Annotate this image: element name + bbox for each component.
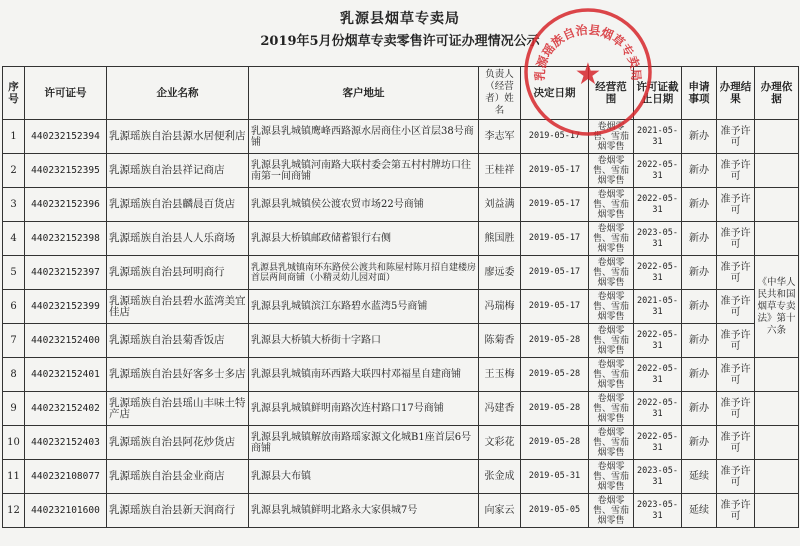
cell-name: 乳源瑶族自治县瑶山丰味土特产店 xyxy=(107,392,249,426)
cell-date: 2019-05-31 xyxy=(521,460,589,494)
col-header-result: 办理结果 xyxy=(717,67,755,120)
cell-address: 乳源县乳城镇南环东路侯公渡共和陈屋村陈月招自建楼房首层两间商铺（小精灵幼儿园对面） xyxy=(249,256,479,290)
cell-expiry: 2021-05-31 xyxy=(634,120,682,154)
cell-no: 8 xyxy=(3,358,25,392)
cell-result: 准予许可 xyxy=(717,392,755,426)
cell-name: 乳源瑶族自治县麟晨百货店 xyxy=(107,188,249,222)
cell-license: 440232152394 xyxy=(25,120,107,154)
cell-date: 2019-05-17 xyxy=(521,256,589,290)
cell-person: 文彩花 xyxy=(479,426,521,460)
cell-license: 440232108077 xyxy=(25,460,107,494)
table-row xyxy=(3,290,799,324)
cell-person: 陈菊香 xyxy=(479,324,521,358)
cell-item: 新办 xyxy=(682,222,717,256)
cell-item: 新办 xyxy=(682,290,717,324)
table-row xyxy=(3,358,799,392)
cell-address: 乳源县大布镇 xyxy=(249,460,479,494)
cell-result: 准予许可 xyxy=(717,290,755,324)
cell-scope: 卷烟零售、雪茄烟零售 xyxy=(589,154,634,188)
cell-address: 乳源县乳城镇滨江东路碧水蓝湾5号商铺 xyxy=(249,290,479,324)
cell-result: 准予许可 xyxy=(717,154,755,188)
cell-basis xyxy=(755,460,799,494)
cell-person: 刘益满 xyxy=(479,188,521,222)
cell-date: 2019-05-28 xyxy=(521,358,589,392)
cell-license: 440232152403 xyxy=(25,426,107,460)
cell-result: 准予许可 xyxy=(717,426,755,460)
cell-basis xyxy=(755,358,799,392)
col-header-item: 申请事项 xyxy=(682,67,717,120)
cell-expiry: 2022-05-31 xyxy=(634,392,682,426)
cell-license: 440232152396 xyxy=(25,188,107,222)
cell-scope: 卷烟零售、雪茄烟零售 xyxy=(589,120,634,154)
cell-date: 2019-05-28 xyxy=(521,324,589,358)
table-row xyxy=(3,256,799,290)
cell-license: 440232152398 xyxy=(25,222,107,256)
col-header-address: 客户地址 xyxy=(249,67,479,120)
cell-name: 乳源瑶族自治县新天润商行 xyxy=(107,494,249,528)
cell-date: 2019-05-28 xyxy=(521,426,589,460)
cell-person: 李志军 xyxy=(479,120,521,154)
cell-basis: 《中华人民共和国烟草专卖法》第十六条 xyxy=(755,256,799,358)
cell-name: 乳源瑶族自治县祥记商店 xyxy=(107,154,249,188)
cell-no: 6 xyxy=(3,290,25,324)
cell-name: 乳源瑶族自治县碧水蓝湾美宜佳店 xyxy=(107,290,249,324)
col-header-scope: 经营范围 xyxy=(589,67,634,120)
table-row xyxy=(3,188,799,222)
cell-result: 准予许可 xyxy=(717,222,755,256)
cell-item: 新办 xyxy=(682,120,717,154)
cell-expiry: 2022-05-31 xyxy=(634,188,682,222)
cell-license: 440232152401 xyxy=(25,358,107,392)
cell-person: 王玉梅 xyxy=(479,358,521,392)
cell-item: 新办 xyxy=(682,358,717,392)
cell-no: 5 xyxy=(3,256,25,290)
cell-basis xyxy=(755,120,799,154)
cell-item: 新办 xyxy=(682,392,717,426)
cell-item: 新办 xyxy=(682,188,717,222)
col-header-basis: 办理依据 xyxy=(755,67,799,120)
cell-basis xyxy=(755,494,799,528)
seal-arc-text: 乳源瑶族自治县烟草专卖局 xyxy=(532,22,644,82)
cell-date: 2019-05-17 xyxy=(521,290,589,324)
cell-no: 12 xyxy=(3,494,25,528)
cell-result: 准予许可 xyxy=(717,358,755,392)
table-row xyxy=(3,460,799,494)
table-row xyxy=(3,120,799,154)
col-header-name: 企业名称 xyxy=(107,67,249,120)
table-row xyxy=(3,426,799,460)
cell-name: 乳源瑶族自治县人人乐商场 xyxy=(107,222,249,256)
cell-no: 11 xyxy=(3,460,25,494)
cell-name: 乳源瑶族自治县金业商店 xyxy=(107,460,249,494)
cell-basis xyxy=(755,222,799,256)
cell-item: 新办 xyxy=(682,256,717,290)
cell-name: 乳源瑶族自治县菊香饭店 xyxy=(107,324,249,358)
seal-star-icon: ★ xyxy=(574,57,602,92)
cell-scope: 卷烟零售、雪茄烟零售 xyxy=(589,256,634,290)
table-row xyxy=(3,324,799,358)
table-row xyxy=(3,392,799,426)
cell-basis xyxy=(755,392,799,426)
cell-address: 乳源县大桥镇大桥街十字路口 xyxy=(249,324,479,358)
cell-result: 准予许可 xyxy=(717,188,755,222)
table-row xyxy=(3,222,799,256)
cell-expiry: 2021-05-31 xyxy=(634,290,682,324)
cell-no: 4 xyxy=(3,222,25,256)
cell-name: 乳源瑶族自治县好客多士多店 xyxy=(107,358,249,392)
license-table xyxy=(2,66,799,528)
cell-license: 440232152397 xyxy=(25,256,107,290)
col-header-no: 序号 xyxy=(3,67,25,120)
cell-basis xyxy=(755,426,799,460)
cell-license: 440232152395 xyxy=(25,154,107,188)
page-title: 乳源县烟草专卖局 xyxy=(340,11,460,27)
cell-address: 乳源县乳城镇鲜明南路次连村路口17号商铺 xyxy=(249,392,479,426)
cell-expiry: 2022-05-31 xyxy=(634,256,682,290)
cell-license: 440232152400 xyxy=(25,324,107,358)
table-row xyxy=(3,494,799,528)
cell-scope: 卷烟零售、雪茄烟零售 xyxy=(589,426,634,460)
cell-scope: 卷烟零售、雪茄烟零售 xyxy=(589,324,634,358)
cell-license: 440232152399 xyxy=(25,290,107,324)
cell-name: 乳源瑶族自治县源水居便利店 xyxy=(107,120,249,154)
cell-scope: 卷烟零售、雪茄烟零售 xyxy=(589,494,634,528)
cell-expiry: 2023-05-31 xyxy=(634,494,682,528)
cell-basis xyxy=(755,188,799,222)
cell-no: 2 xyxy=(3,154,25,188)
cell-no: 9 xyxy=(3,392,25,426)
cell-expiry: 2022-05-31 xyxy=(634,426,682,460)
cell-no: 10 xyxy=(3,426,25,460)
cell-address: 乳源县乳城镇鲜明北路永大家俱城7号 xyxy=(249,494,479,528)
cell-expiry: 2022-05-31 xyxy=(634,154,682,188)
col-header-person: 负责人（经营者）姓名 xyxy=(479,67,521,120)
col-header-license: 许可证号 xyxy=(25,67,107,120)
cell-scope: 卷烟零售、雪茄烟零售 xyxy=(589,392,634,426)
cell-date: 2019-05-05 xyxy=(521,494,589,528)
cell-person: 廖远委 xyxy=(479,256,521,290)
cell-address: 乳源县大桥镇邮政储蓄银行右侧 xyxy=(249,222,479,256)
cell-person: 王桂祥 xyxy=(479,154,521,188)
cell-item: 新办 xyxy=(682,324,717,358)
cell-result: 准予许可 xyxy=(717,324,755,358)
cell-no: 1 xyxy=(3,120,25,154)
col-header-date: 决定日期 xyxy=(521,67,589,120)
cell-date: 2019-05-17 xyxy=(521,154,589,188)
cell-name: 乳源瑶族自治县珂明商行 xyxy=(107,256,249,290)
cell-address: 乳源县乳城镇解放南路瑶家源文化城B1座首层6号商铺 xyxy=(249,426,479,460)
cell-result: 准予许可 xyxy=(717,494,755,528)
table-header-row xyxy=(3,67,799,120)
cell-result: 准予许可 xyxy=(717,256,755,290)
cell-scope: 卷烟零售、雪茄烟零售 xyxy=(589,290,634,324)
cell-person: 熊国胜 xyxy=(479,222,521,256)
cell-item: 延续 xyxy=(682,460,717,494)
col-header-expiry: 许可证截止日期 xyxy=(634,67,682,120)
cell-address: 乳源县乳城镇南环西路大联四村邓福星自建商铺 xyxy=(249,358,479,392)
cell-result: 准予许可 xyxy=(717,120,755,154)
cell-basis xyxy=(755,154,799,188)
cell-item: 新办 xyxy=(682,426,717,460)
cell-date: 2019-05-17 xyxy=(521,222,589,256)
cell-name: 乳源瑶族自治县阿花炒货店 xyxy=(107,426,249,460)
cell-address: 乳源县乳城镇侯公渡农贸市场22号商铺 xyxy=(249,188,479,222)
cell-scope: 卷烟零售、雪茄烟零售 xyxy=(589,460,634,494)
cell-date: 2019-05-28 xyxy=(521,392,589,426)
cell-item: 延续 xyxy=(682,494,717,528)
cell-expiry: 2023-05-31 xyxy=(634,222,682,256)
page-subtitle: 2019年5月份烟草专卖零售许可证办理情况公示 xyxy=(260,34,540,49)
cell-license: 440232101600 xyxy=(25,494,107,528)
cell-person: 冯瑞梅 xyxy=(479,290,521,324)
cell-expiry: 2022-05-31 xyxy=(634,358,682,392)
cell-no: 3 xyxy=(3,188,25,222)
cell-no: 7 xyxy=(3,324,25,358)
cell-date: 2019-05-17 xyxy=(521,188,589,222)
cell-scope: 卷烟零售、雪茄烟零售 xyxy=(589,358,634,392)
cell-address: 乳源县乳城镇鹰峰西路源水居商住小区首层38号商铺 xyxy=(249,120,479,154)
cell-expiry: 2023-05-31 xyxy=(634,460,682,494)
cell-scope: 卷烟零售、雪茄烟零售 xyxy=(589,222,634,256)
cell-scope: 卷烟零售、雪茄烟零售 xyxy=(589,188,634,222)
cell-license: 440232152402 xyxy=(25,392,107,426)
cell-result: 准予许可 xyxy=(717,460,755,494)
cell-person: 向家云 xyxy=(479,494,521,528)
cell-item: 新办 xyxy=(682,154,717,188)
cell-date: 2019-05-17 xyxy=(521,120,589,154)
cell-person: 冯建香 xyxy=(479,392,521,426)
table-row xyxy=(3,154,799,188)
cell-address: 乳源县乳城镇河南路大联村委会第五村村牌坊口往南第一间商铺 xyxy=(249,154,479,188)
cell-expiry: 2022-05-31 xyxy=(634,324,682,358)
cell-person: 张金成 xyxy=(479,460,521,494)
